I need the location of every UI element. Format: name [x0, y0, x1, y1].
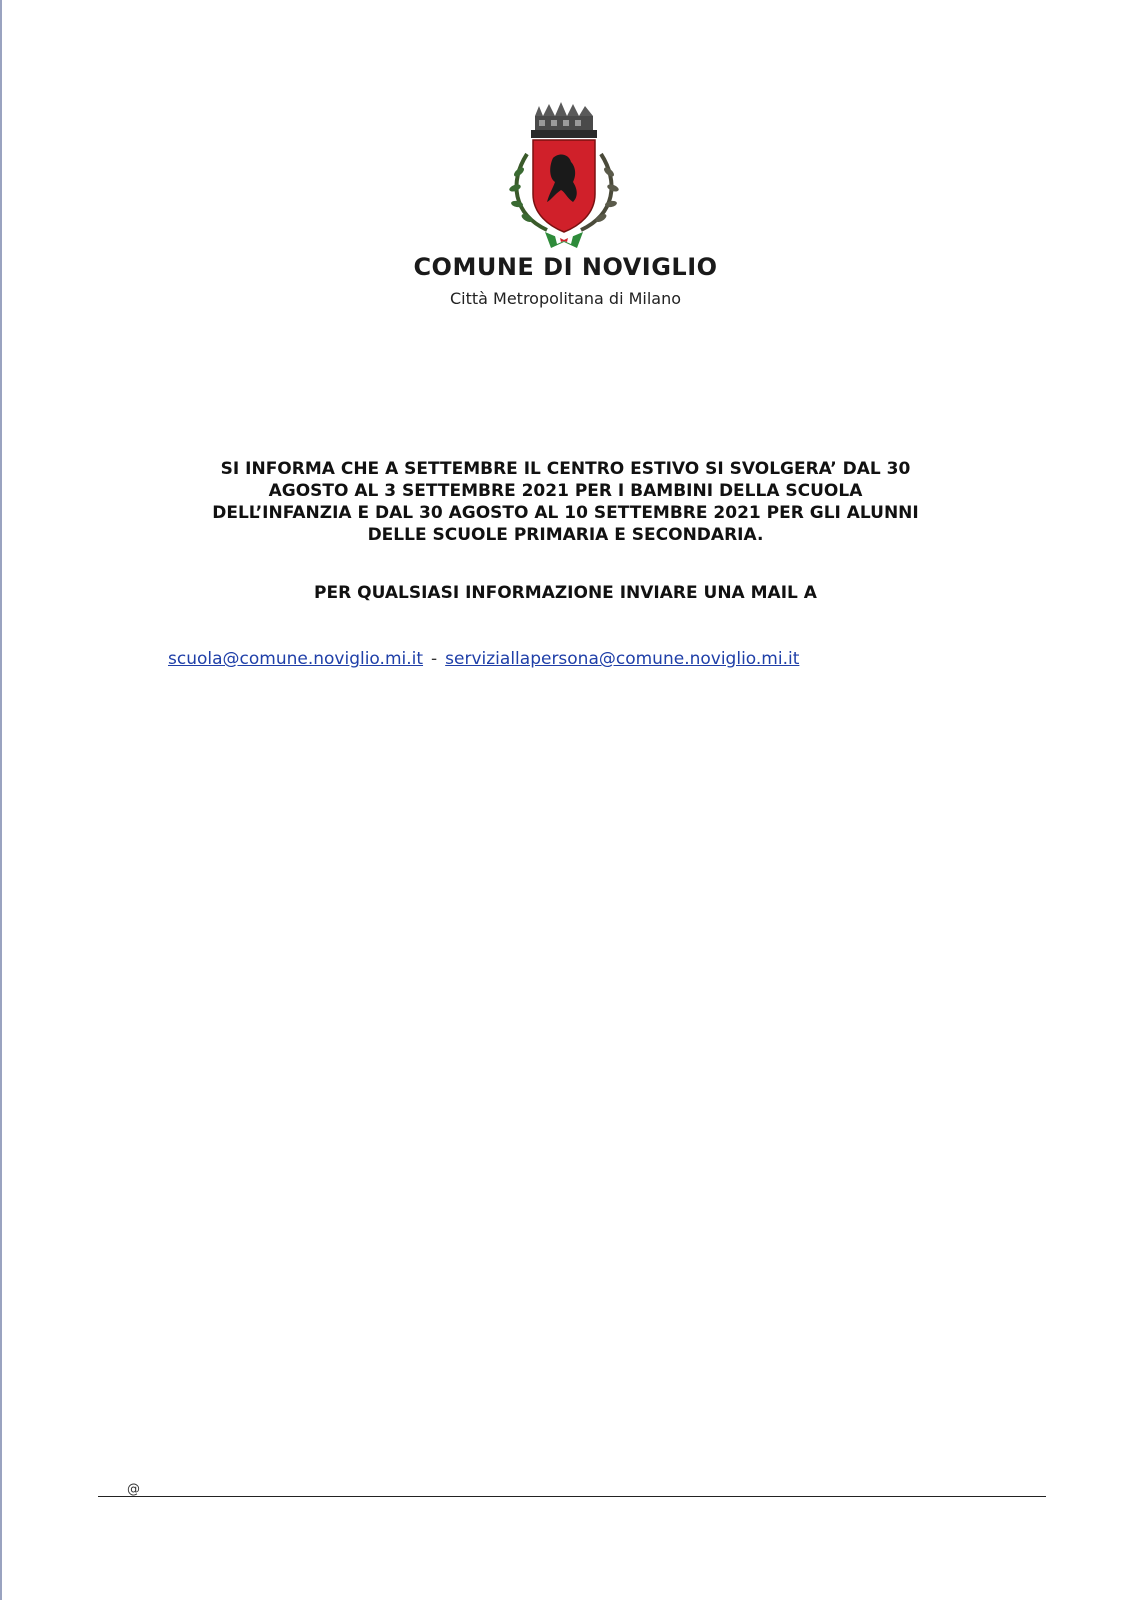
footer-at-mark: @: [127, 1482, 140, 1497]
notice-text: [0, 458, 1131, 546]
notice-line: DELLE SCUOLE PRIMARIA E SECONDARIA.: [367, 525, 764, 545]
organization-name: COMUNE DI NOVIGLIO: [413, 253, 718, 281]
notice-line: DELL’INFANZIA E DAL 30 AGOSTO AL 10 SETTEMBRE 2021 PER GLI ALUNNI: [212, 503, 919, 523]
email-separator: -: [431, 649, 438, 669]
email-link-scuola[interactable]: scuola@comune.noviglio.mi.it: [168, 649, 424, 669]
notice-line: AGOSTO AL 3 SETTEMBRE 2021 PER I BAMBINI DELLA SCUOLA: [268, 481, 863, 501]
footer-divider: [98, 1496, 1046, 1497]
notice-line: SI INFORMA CHE A SETTEMBRE IL CENTRO ESTIVO SI SVOLGERA’ DAL 30: [220, 459, 911, 479]
email-links: [168, 649, 799, 669]
coat-of-arms-icon: [505, 102, 623, 254]
email-link-servizi[interactable]: serviziallapersona@comune.noviglio.mi.it: [445, 649, 800, 669]
contact-prompt: PER QUALSIASI INFORMAZIONE INVIARE UNA MAIL A: [314, 583, 817, 603]
scan-edge: [0, 0, 2, 1600]
organization-subtitle: Città Metropolitana di Milano: [449, 289, 682, 308]
